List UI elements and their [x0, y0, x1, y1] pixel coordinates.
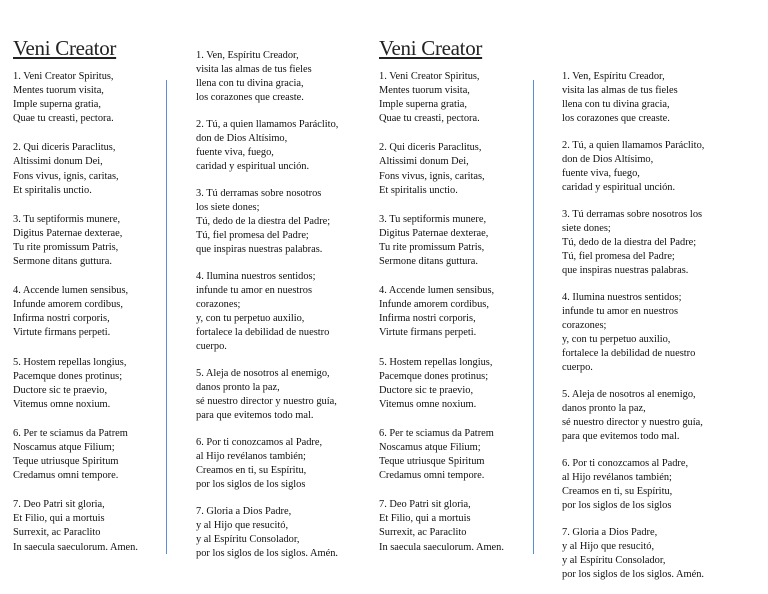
verse-line: corazones; — [196, 298, 241, 310]
verse-line: caridad y espiritual unción. — [562, 182, 676, 194]
page-title: Veni Creator — [13, 36, 117, 60]
verse-line: Mentes tuorum visita, — [13, 85, 104, 97]
verse-line: danos pronto la paz, — [196, 381, 280, 393]
verse-line: infunde tu amor en nuestros — [562, 305, 679, 317]
verse-line: y al Espíritu Consolador, — [562, 554, 666, 566]
stanza-5 — [379, 356, 537, 412]
verse-line: los siete dones; — [196, 201, 260, 213]
verse-line: al Hijo revélanos también; — [562, 471, 672, 483]
stanza-4 — [562, 291, 762, 376]
verse-line: Tú, fiel promesa del Padre; — [196, 230, 309, 242]
verse-line: Vitemus omne noxium. — [379, 398, 477, 410]
verse-line: sé nuestro director y nuestro guía, — [196, 395, 337, 407]
verse-line: Creamos en ti, su Espíritu, — [562, 485, 673, 497]
latin-column-right — [379, 36, 537, 570]
verse-line: que inspiras nuestras palabras. — [196, 244, 323, 256]
verse-line: Virtute firmans perpeti. — [379, 327, 477, 339]
stanza-5 — [196, 367, 366, 423]
stanza-3 — [196, 187, 366, 257]
verse-line: 4. Ilumina nuestros sentidos; — [196, 270, 316, 282]
verse-line: 2. Qui diceris Paraclitus, — [13, 142, 116, 154]
verse-line: cuerpo. — [562, 362, 593, 374]
verse-line: Pacemque dones protinus; — [13, 370, 123, 382]
stanza-6 — [379, 427, 537, 483]
spanish-column-right — [562, 70, 762, 594]
verse-line: fortalece la debilidad de nuestro — [196, 327, 330, 339]
verse-line: 4. Ilumina nuestros sentidos; — [562, 291, 682, 303]
verse-line: fuente viva, fuego, — [562, 168, 640, 180]
verse-line: 6. Por ti conozcamos al Padre, — [196, 436, 323, 448]
verse-line: Quae tu creasti, pectora. — [13, 113, 114, 125]
latin-column-left — [13, 36, 171, 570]
verse-line: Infunde amorem cordibus, — [13, 299, 123, 311]
verse-line: 1. Ven, Espíritu Creador, — [196, 50, 299, 61]
verse-line: 2. Tú, a quien llamamos Paráclito, — [196, 118, 339, 130]
verse-line: Surrexit, ac Paraclito — [13, 527, 101, 539]
verse-line: 7. Deo Patri sit gloria, — [379, 499, 471, 511]
column-divider — [533, 80, 534, 554]
verse-line: Sermone ditans guttura. — [13, 256, 112, 268]
verse-line: Infunde amorem cordibus, — [379, 299, 489, 311]
stanza-1 — [379, 70, 537, 126]
stanza-3 — [13, 213, 171, 269]
verse-line: por los siglos de los siglos. Amén. — [196, 547, 339, 559]
verse-line: fuente viva, fuego, — [196, 147, 274, 159]
verse-line: los corazones que creaste. — [562, 113, 670, 125]
verse-line: Ductore sic te praevio, — [379, 384, 474, 396]
verse-line: Pacemque dones protinus; — [379, 370, 489, 382]
verse-line: 6. Per te sciamus da Patrem — [13, 427, 128, 439]
verse-line: 4. Accende lumen sensibus, — [379, 285, 495, 297]
verse-line: infunde tu amor en nuestros — [196, 284, 313, 296]
verse-line: para que evitemos todo mal. — [562, 431, 680, 443]
verse-line: Infirma nostri corporis, — [13, 313, 110, 325]
stanza-2 — [562, 139, 762, 195]
verse-line: Fons vivus, ignis, caritas, — [13, 170, 119, 182]
verse-line: 3. Tu septiformis munere, — [13, 213, 121, 225]
verse-line: y, con tu perpetuo auxilio, — [562, 334, 671, 345]
stanza-3 — [379, 213, 537, 269]
verse-line: llena con tu divina gracia, — [196, 78, 304, 90]
stanza-7 — [196, 505, 366, 561]
verse-line: Et Filio, qui a mortuis — [379, 513, 471, 525]
page-title: Veni Creator — [379, 36, 483, 60]
verse-line: Sermone ditans guttura. — [379, 256, 478, 268]
verse-line: Creamos en ti, su Espíritu, — [196, 464, 307, 476]
verse-line: 5. Hostem repellas longius, — [379, 356, 493, 368]
verse-line: siete dones; — [562, 222, 611, 234]
verse-line: por los siglos de los siglos — [196, 478, 306, 490]
verse-line: danos pronto la paz, — [562, 402, 646, 414]
verse-line: al Hijo revélanos también; — [196, 450, 306, 462]
verse-line: Quae tu creasti, pectora. — [379, 113, 480, 125]
verse-line: y al Hijo que resucitó, — [196, 519, 289, 531]
verse-line: 1. Veni Creator Spiritus, — [13, 71, 114, 82]
stanza-2 — [379, 141, 537, 197]
verse-line: 7. Gloria a Dios Padre, — [562, 526, 658, 538]
stanza-2 — [196, 118, 366, 174]
column-divider — [166, 80, 167, 554]
verse-line: 1. Ven, Espíritu Creador, — [562, 71, 665, 82]
verse-line: Infirma nostri corporis, — [379, 313, 476, 325]
spanish-column-left — [196, 49, 366, 573]
verse-line: Mentes tuorum visita, — [379, 85, 470, 97]
stanza-2 — [13, 141, 171, 197]
verse-line: 1. Veni Creator Spiritus, — [379, 71, 480, 82]
verse-line: 5. Aleja de nosotros al enemigo, — [562, 388, 696, 400]
verse-line: Vitemus omne noxium. — [13, 398, 111, 410]
verse-line: fortalece la debilidad de nuestro — [562, 348, 696, 360]
verse-line: y al Espíritu Consolador, — [196, 533, 300, 545]
stanza-7 — [13, 498, 171, 554]
verse-line: 6. Per te sciamus da Patrem — [379, 427, 494, 439]
verse-line: corazones; — [562, 319, 607, 331]
verse-line: y al Hijo que resucitó, — [562, 540, 655, 552]
verse-line: Tu rite promissum Patris, — [379, 241, 485, 253]
stanza-1 — [13, 70, 171, 126]
verse-line: Teque utriusque Spiritum — [379, 456, 485, 468]
verse-line: don de Dios Altísimo, — [562, 153, 654, 165]
verse-line: 3. Tú derramas sobre nosotros los — [562, 208, 703, 220]
verse-line: por los siglos de los siglos. Amén. — [562, 568, 705, 580]
verse-line: y, con tu perpetuo auxilio, — [196, 313, 305, 324]
stanza-7 — [379, 498, 537, 554]
verse-line: Altissimi donum Dei, — [379, 156, 469, 168]
verse-line: Surrexit, ac Paraclito — [379, 527, 467, 539]
verse-line: caridad y espiritual unción. — [196, 161, 310, 173]
verse-line: In saecula saeculorum. Amen. — [379, 541, 504, 553]
verse-line: Credamus omni tempore. — [13, 470, 119, 482]
stanza-7 — [562, 526, 762, 582]
verse-line: Digitus Paternae dexterae, — [379, 227, 489, 239]
verse-line: Virtute firmans perpeti. — [13, 327, 111, 339]
verse-line: sé nuestro director y nuestro guía, — [562, 416, 703, 428]
verse-line: para que evitemos todo mal. — [196, 410, 314, 422]
verse-line: visita las almas de tus fieles — [562, 85, 678, 97]
verse-line: In saecula saeculorum. Amen. — [13, 541, 138, 553]
verse-line: Tú, fiel promesa del Padre; — [562, 251, 675, 263]
stanza-1 — [562, 70, 762, 126]
verse-line: Tu rite promissum Patris, — [13, 241, 119, 253]
verse-line: los corazones que creaste. — [196, 92, 304, 104]
verse-line: Teque utriusque Spiritum — [13, 456, 119, 468]
stanza-3 — [562, 208, 762, 278]
verse-line: 5. Hostem repellas longius, — [13, 356, 127, 368]
stanza-4 — [13, 284, 171, 340]
verse-line: Tú, dedo de la diestra del Padre; — [196, 215, 331, 227]
verse-line: llena con tu divina gracia, — [562, 99, 670, 111]
verse-line: Imple superna gratia, — [379, 99, 467, 111]
verse-line: Tú, dedo de la diestra del Padre; — [562, 236, 697, 248]
verse-line: 5. Aleja de nosotros al enemigo, — [196, 367, 330, 379]
verse-line: Fons vivus, ignis, caritas, — [379, 170, 485, 182]
verse-line: Credamus omni tempore. — [379, 470, 485, 482]
stanza-4 — [379, 284, 537, 340]
verse-line: Et spiritalis unctio. — [13, 184, 92, 196]
stanza-6 — [562, 457, 762, 513]
verse-line: 3. Tú derramas sobre nosotros — [196, 187, 322, 199]
verse-line: 3. Tu septiformis munere, — [379, 213, 487, 225]
verse-line: 7. Gloria a Dios Padre, — [196, 505, 292, 517]
verse-line: 6. Por ti conozcamos al Padre, — [562, 457, 689, 469]
verse-line: Noscamus atque Filium; — [13, 441, 115, 453]
stanza-6 — [13, 427, 171, 483]
verse-line: Noscamus atque Filium; — [379, 441, 481, 453]
verse-line: Imple superna gratia, — [13, 99, 101, 111]
stanza-5 — [13, 356, 171, 412]
verse-line: Ductore sic te praevio, — [13, 384, 108, 396]
verse-line: 4. Accende lumen sensibus, — [13, 285, 129, 297]
verse-line: 7. Deo Patri sit gloria, — [13, 499, 105, 511]
verse-line: don de Dios Altísimo, — [196, 132, 288, 144]
verse-line: cuerpo. — [196, 341, 227, 353]
verse-line: que inspiras nuestras palabras. — [562, 265, 689, 277]
stanza-1 — [196, 49, 366, 105]
verse-line: 2. Qui diceris Paraclitus, — [379, 142, 482, 154]
stanza-4 — [196, 270, 366, 355]
verse-line: Et Filio, qui a mortuis — [13, 513, 105, 525]
stanza-5 — [562, 388, 762, 444]
verse-line: Et spiritalis unctio. — [379, 184, 458, 196]
verse-line: visita las almas de tus fieles — [196, 64, 312, 76]
verse-line: Digitus Paternae dexterae, — [13, 227, 123, 239]
verse-line: Altissimi donum Dei, — [13, 156, 103, 168]
verse-line: 2. Tú, a quien llamamos Paráclito, — [562, 139, 705, 151]
stanza-6 — [196, 436, 366, 492]
verse-line: por los siglos de los siglos — [562, 499, 672, 511]
